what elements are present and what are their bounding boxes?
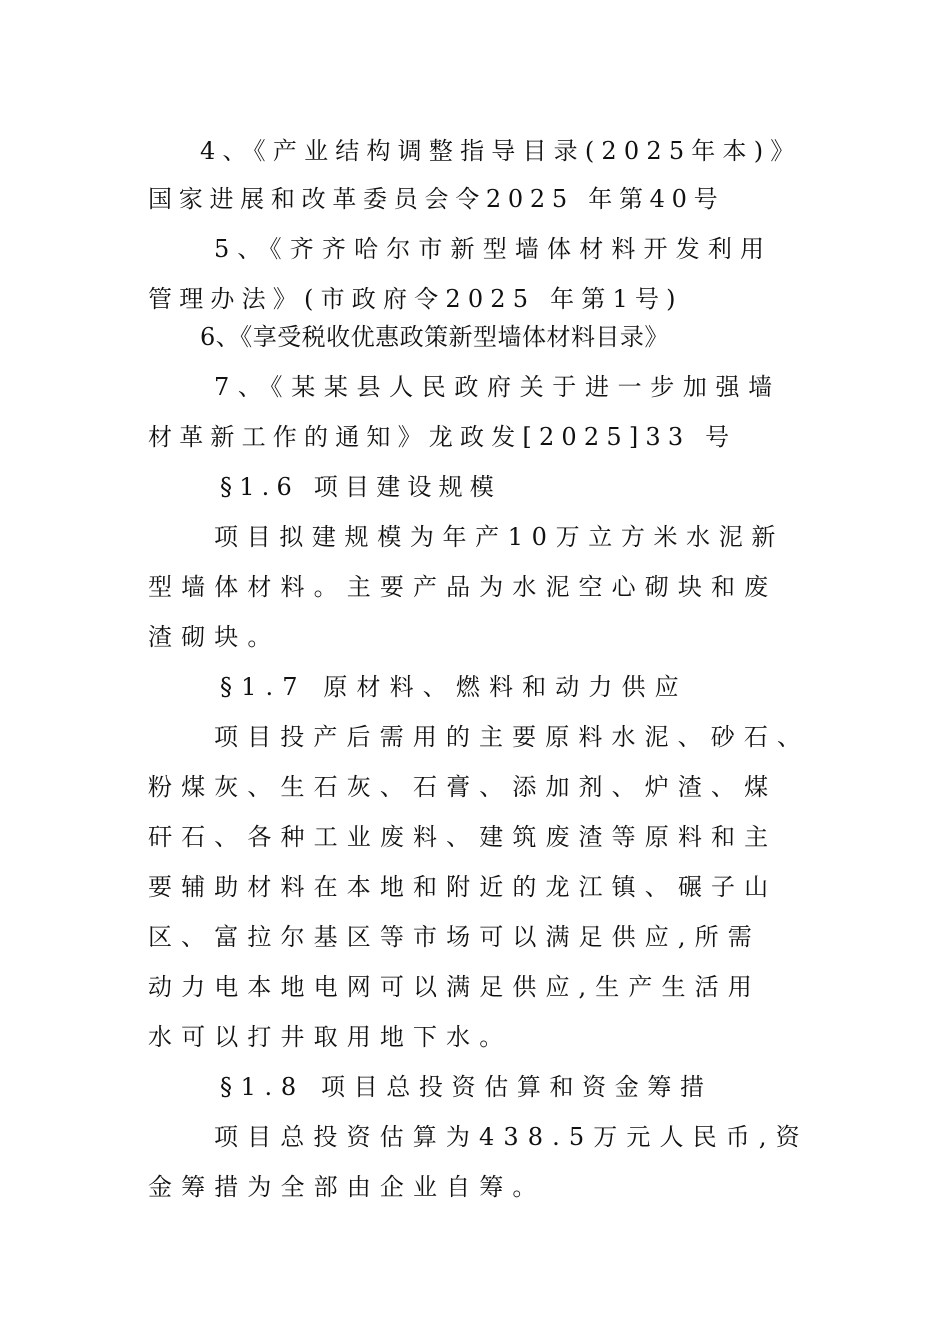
list-item-4-line-2: 国家进展和改革委员会令2025 年第40号 — [148, 185, 725, 213]
section-heading-1-8: §1.8 项目总投资估算和资金筹措 — [220, 1073, 713, 1101]
paragraph-materials-line-7: 水可以打井取用地下水。 — [148, 1023, 513, 1051]
section-heading-1-7: §1.7 原材料、燃料和动力供应 — [220, 673, 688, 701]
list-item-7-line-2: 材革新工作的通知》龙政发[2025]33 号 — [148, 423, 737, 451]
paragraph-materials-line-4: 要辅助材料在本地和附近的龙江镇、碾子山 — [148, 873, 778, 901]
paragraph-scale-line-1: 项目拟建规模为年产10万立方米水泥新 — [214, 523, 785, 551]
paragraph-investment-line-1: 项目总投资估算为438.5万元人民币,资 — [214, 1123, 809, 1151]
list-item-5-line-1: 5、《齐齐哈尔市新型墙体材料开发利用 — [214, 235, 773, 263]
list-item-4-line-1: 4、《产业结构调整指导目录(2025年本)》 — [200, 137, 802, 165]
list-item-5-line-2: 管理办法》(市政府令2025 年第1号) — [148, 285, 683, 313]
paragraph-scale-line-3: 渣砌块。 — [148, 623, 281, 651]
list-item-6: 6、《享受税收优惠政策新型墙体材料目录》 — [200, 323, 669, 351]
paragraph-materials-line-5: 区、富拉尔基区等市场可以满足供应,所需 — [148, 923, 761, 951]
paragraph-materials-line-6: 动力电本地电网可以满足供应,生产生活用 — [148, 973, 761, 1001]
paragraph-materials-line-2: 粉煤灰、生石灰、石膏、添加剂、炉渣、煤 — [148, 773, 778, 801]
section-heading-1-6: §1.6 项目建设规模 — [220, 473, 501, 501]
paragraph-scale-line-2: 型墙体材料。主要产品为水泥空心砌块和废 — [148, 573, 778, 601]
paragraph-materials-line-1: 项目投产后需用的主要原料水泥、砂石、 — [214, 723, 811, 751]
list-item-7-line-1: 7、《某某县人民政府关于进一步加强墙 — [214, 373, 781, 401]
paragraph-materials-line-3: 矸石、各种工业废料、建筑废渣等原料和主 — [148, 823, 778, 851]
paragraph-investment-line-2: 金筹措为全部由企业自筹。 — [148, 1173, 546, 1201]
